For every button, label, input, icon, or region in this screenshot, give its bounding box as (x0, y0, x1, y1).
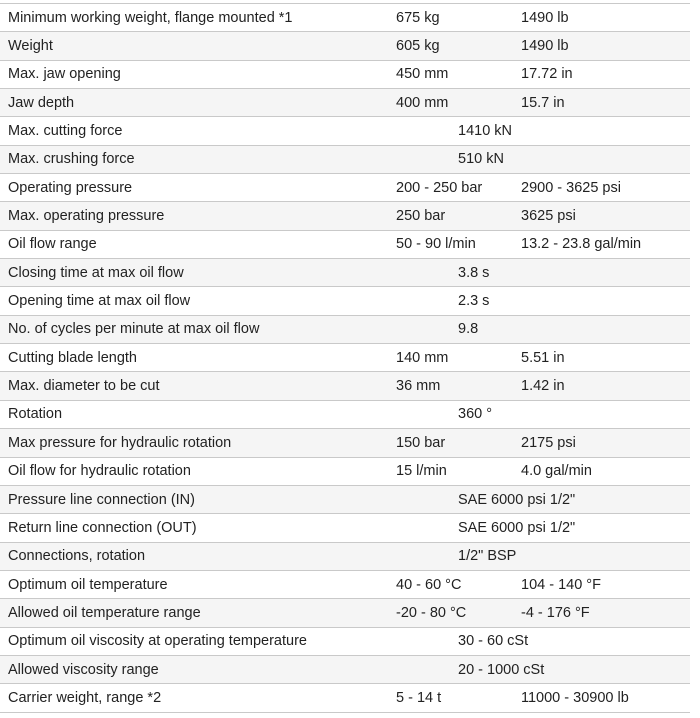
specifications-table (0, 3, 690, 713)
metric-value-cell: -20 - 80 °C (396, 604, 467, 621)
parameter-cell: Oil flow range (8, 236, 97, 253)
table-row (0, 117, 690, 145)
metric-value-cell: 140 mm (396, 349, 449, 366)
parameter-cell: Max. cutting force (8, 123, 123, 140)
parameter-cell: Cutting blade length (8, 349, 137, 366)
specifications-body (0, 4, 690, 713)
imperial-value-cell: 2175 psi (521, 434, 576, 451)
value-cell: 1/2" BSP (458, 548, 517, 565)
table-row (0, 570, 690, 598)
parameter-cell: Max. diameter to be cut (8, 378, 160, 395)
imperial-value-cell: 1490 lb (521, 38, 569, 55)
parameter-cell: Optimum oil viscosity at operating temperature (8, 633, 307, 650)
table-row (0, 145, 690, 173)
table-row (0, 202, 690, 230)
table-row (0, 372, 690, 400)
table-row (0, 599, 690, 627)
value-cell: 360 ° (458, 406, 493, 423)
table-row (0, 429, 690, 457)
value-cell: 2.3 s (458, 293, 490, 310)
value-cell: 30 - 60 cSt (458, 633, 529, 650)
parameter-cell: Operating pressure (8, 179, 133, 196)
metric-value-cell: 50 - 90 l/min (396, 236, 476, 253)
table-row (0, 287, 690, 315)
metric-value-cell: 400 mm (396, 94, 449, 111)
parameter-cell: No. of cycles per minute at max oil flow (8, 321, 260, 338)
metric-value-cell: 250 bar (396, 208, 446, 225)
table-row (0, 655, 690, 683)
table-row (0, 514, 690, 542)
parameter-cell: Weight (8, 38, 53, 55)
parameter-cell: Carrier weight, range *2 (8, 689, 162, 706)
parameter-cell: Max pressure for hydraulic rotation (8, 434, 232, 451)
table-row (0, 485, 690, 513)
parameter-cell: Optimum oil temperature (8, 576, 168, 593)
imperial-value-cell: 15.7 in (521, 94, 565, 111)
table-row (0, 259, 690, 287)
table-row (0, 4, 690, 32)
table-row (0, 400, 690, 428)
metric-value-cell: 40 - 60 °C (396, 576, 462, 593)
metric-value-cell: 200 - 250 bar (396, 179, 483, 196)
imperial-value-cell: -4 - 176 °F (521, 604, 590, 621)
value-cell: 3.8 s (458, 264, 490, 281)
metric-value-cell: 36 mm (396, 378, 441, 395)
imperial-value-cell: 1.42 in (521, 378, 565, 395)
parameter-cell: Oil flow for hydraulic rotation (8, 463, 191, 480)
value-cell: 9.8 (458, 321, 479, 338)
imperial-value-cell: 11000 - 30900 lb (521, 689, 629, 706)
metric-value-cell: 15 l/min (396, 463, 447, 480)
value-cell: 510 kN (458, 151, 504, 168)
parameter-cell: Allowed oil temperature range (8, 604, 201, 621)
imperial-value-cell: 3625 psi (521, 208, 576, 225)
value-cell: SAE 6000 psi 1/2" (458, 519, 576, 536)
value-cell: 1410 kN (458, 123, 513, 140)
metric-value-cell: 5 - 14 t (396, 689, 442, 706)
table-row (0, 457, 690, 485)
parameter-cell: Closing time at max oil flow (8, 264, 184, 281)
imperial-value-cell: 1490 lb (521, 9, 569, 26)
imperial-value-cell: 2900 - 3625 psi (521, 179, 621, 196)
imperial-value-cell: 13.2 - 23.8 gal/min (521, 236, 642, 253)
parameter-cell: Return line connection (OUT) (8, 519, 197, 536)
parameter-cell: Rotation (8, 406, 63, 423)
imperial-value-cell: 104 - 140 °F (521, 576, 601, 593)
parameter-cell: Allowed viscosity range (8, 661, 159, 678)
value-cell: 20 - 1000 cSt (458, 661, 545, 678)
metric-value-cell: 450 mm (396, 66, 449, 83)
table-row (0, 174, 690, 202)
metric-value-cell: 605 kg (396, 38, 440, 55)
value-cell: SAE 6000 psi 1/2" (458, 491, 576, 508)
metric-value-cell: 150 bar (396, 434, 446, 451)
table-row (0, 344, 690, 372)
table-row (0, 684, 690, 712)
imperial-value-cell: 17.72 in (521, 66, 573, 83)
table-row (0, 627, 690, 655)
table-row (0, 89, 690, 117)
parameter-cell: Max. jaw opening (8, 66, 121, 83)
table-row (0, 315, 690, 343)
table-row (0, 60, 690, 88)
parameter-cell: Minimum working weight, flange mounted *1 (8, 9, 293, 26)
table-row (0, 32, 690, 60)
parameter-cell: Opening time at max oil flow (8, 293, 191, 310)
metric-value-cell: 675 kg (396, 9, 440, 26)
parameter-cell: Max. crushing force (8, 151, 135, 168)
parameter-cell: Jaw depth (8, 94, 75, 111)
parameter-cell: Pressure line connection (IN) (8, 491, 195, 508)
imperial-value-cell: 5.51 in (521, 349, 565, 366)
table-row (0, 230, 690, 258)
parameter-cell: Max. operating pressure (8, 208, 165, 225)
imperial-value-cell: 4.0 gal/min (521, 463, 592, 480)
table-row (0, 542, 690, 570)
parameter-cell: Connections, rotation (8, 548, 146, 565)
